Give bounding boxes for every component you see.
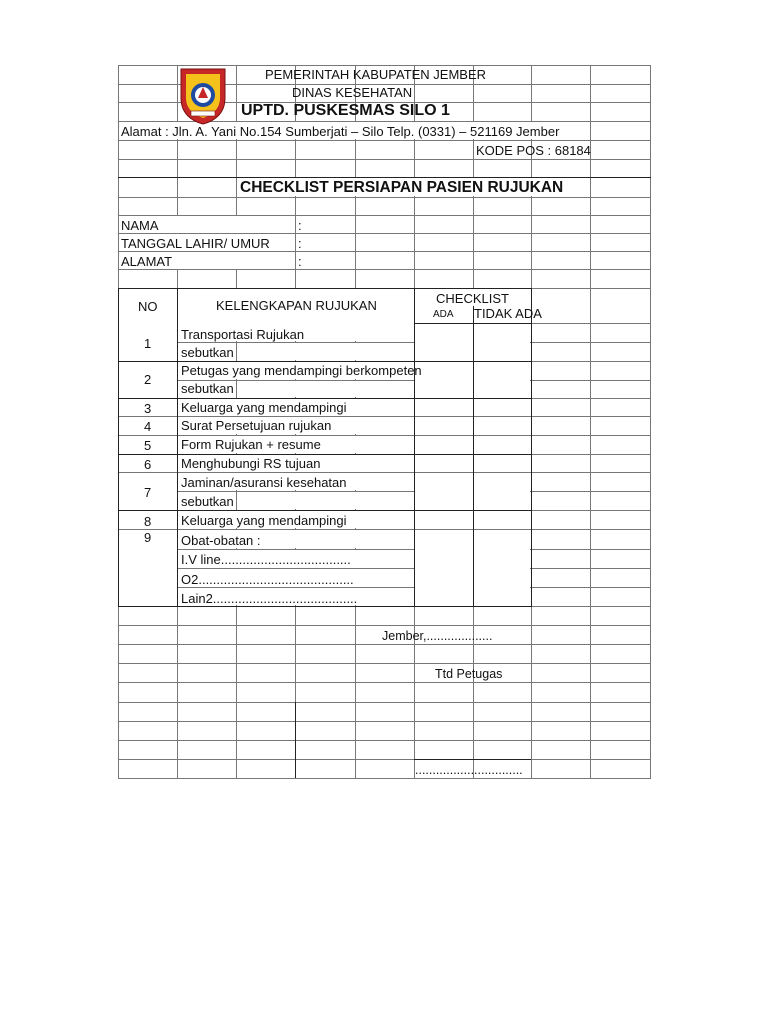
merged-cell <box>415 362 473 397</box>
item-transportasi: Transportasi Rujukan <box>181 327 305 342</box>
header-checklist: CHECKLIST <box>436 291 509 306</box>
row-no-3: 3 <box>144 401 152 416</box>
grid-column-line <box>590 65 591 779</box>
header-tidak-ada-cell <box>474 306 542 322</box>
item-o2: O2........................................... <box>181 572 354 587</box>
item-lain2: Lain2........................................ <box>181 591 358 606</box>
signature-label: Ttd Petugas <box>435 667 503 681</box>
row-no-8: 8 <box>144 514 152 529</box>
postal-code-cell <box>474 143 589 158</box>
row-no-7: 7 <box>144 485 152 500</box>
merged-cell <box>237 492 414 509</box>
field-label-birthdate-age: TANGGAL LAHIR/ UMUR <box>121 236 270 251</box>
merged-cell <box>474 473 530 509</box>
grid-row-line <box>118 721 651 722</box>
grid-row-line <box>118 644 651 645</box>
header-tidak-ada: TIDAK ADA <box>474 306 542 321</box>
address-text: Alamat : Jln. A. Yani No.154 Sumberjati – Silo Telp. (0331) – 521169 Jember <box>121 124 560 139</box>
item-jaminan: Jaminan/asuransi kesehatan <box>181 475 347 490</box>
department-name: DINAS KESEHATAN <box>292 85 413 100</box>
grid-row-line <box>118 663 651 664</box>
postal-code: KODE POS : 68184 <box>476 143 591 158</box>
grid-row-line <box>118 778 651 779</box>
item-keluarga-2: Keluarga yang mendampingi <box>181 513 347 528</box>
item-form-rujukan: Form Rujukan + resume <box>181 437 321 452</box>
row-no-2: 2 <box>144 372 152 387</box>
item-transportasi-sebutkan: sebutkan <box>181 345 234 360</box>
row-no-1: 1 <box>144 336 152 351</box>
grid-column-line <box>650 65 651 779</box>
jember-emblem-icon <box>177 66 229 126</box>
item-petugas: Petugas yang mendampingi berkompeten <box>181 363 422 378</box>
government-name: PEMERINTAH KABUPATEN JEMBER <box>265 67 487 82</box>
merged-cell <box>415 530 473 605</box>
merged-cell <box>474 362 530 397</box>
organization-name: UPTD. PUSKESMAS SILO 1 <box>241 102 450 119</box>
grid-row-line <box>118 625 651 626</box>
row-no-9: 9 <box>144 530 152 545</box>
grid-row-line <box>118 740 651 741</box>
signature-line-cell <box>414 763 531 779</box>
grid-row-line <box>118 269 651 270</box>
field-colon-name: : <box>298 218 302 233</box>
field-colon-birthdate-age: : <box>298 236 302 251</box>
grid-row-line <box>118 682 651 683</box>
field-colon-address: : <box>298 254 302 269</box>
form-title: CHECKLIST PERSIAPAN PASIEN RUJUKAN <box>240 179 564 196</box>
item-petugas-cell <box>179 362 422 379</box>
row-no-4: 4 <box>144 419 152 434</box>
item-menghubungi-rs: Menghubungi RS tujuan <box>181 456 321 471</box>
field-label-address: ALAMAT <box>121 254 173 269</box>
item-keluarga-1: Keluarga yang mendampingi <box>181 400 347 415</box>
header-ada: ADA <box>433 309 454 320</box>
row-no-5: 5 <box>144 438 152 453</box>
item-surat-persetujuan: Surat Persetujuan rujukan <box>181 418 332 433</box>
table-border <box>531 288 532 607</box>
place-date: Jember,................... <box>382 629 493 643</box>
grid-row-line <box>118 159 651 160</box>
grid-row-line <box>118 702 651 703</box>
merged-cell <box>474 530 530 605</box>
table-border <box>414 759 531 760</box>
item-jaminan-sebutkan: sebutkan <box>181 494 234 509</box>
grid-row-line <box>118 197 651 198</box>
header-kelengkapan: KELENGKAPAN RUJUKAN <box>216 298 377 313</box>
row-no-6: 6 <box>144 457 152 472</box>
header-no: NO <box>138 299 158 314</box>
table-border <box>118 606 532 607</box>
item-iv-line: I.V line.................................... <box>181 552 351 567</box>
merged-cell <box>237 343 414 360</box>
item-obat: Obat-obatan : <box>181 533 261 548</box>
merged-cell <box>474 324 530 360</box>
table-border <box>295 702 296 778</box>
field-label-name: NAMA <box>121 218 159 233</box>
merged-cell <box>415 473 473 509</box>
merged-cell <box>237 381 414 397</box>
signature-line: ............................... <box>415 763 523 777</box>
grid-row-line <box>118 759 651 760</box>
item-petugas-sebutkan: sebutkan <box>181 381 234 396</box>
grid-row-line <box>118 140 651 141</box>
merged-cell <box>415 324 473 360</box>
